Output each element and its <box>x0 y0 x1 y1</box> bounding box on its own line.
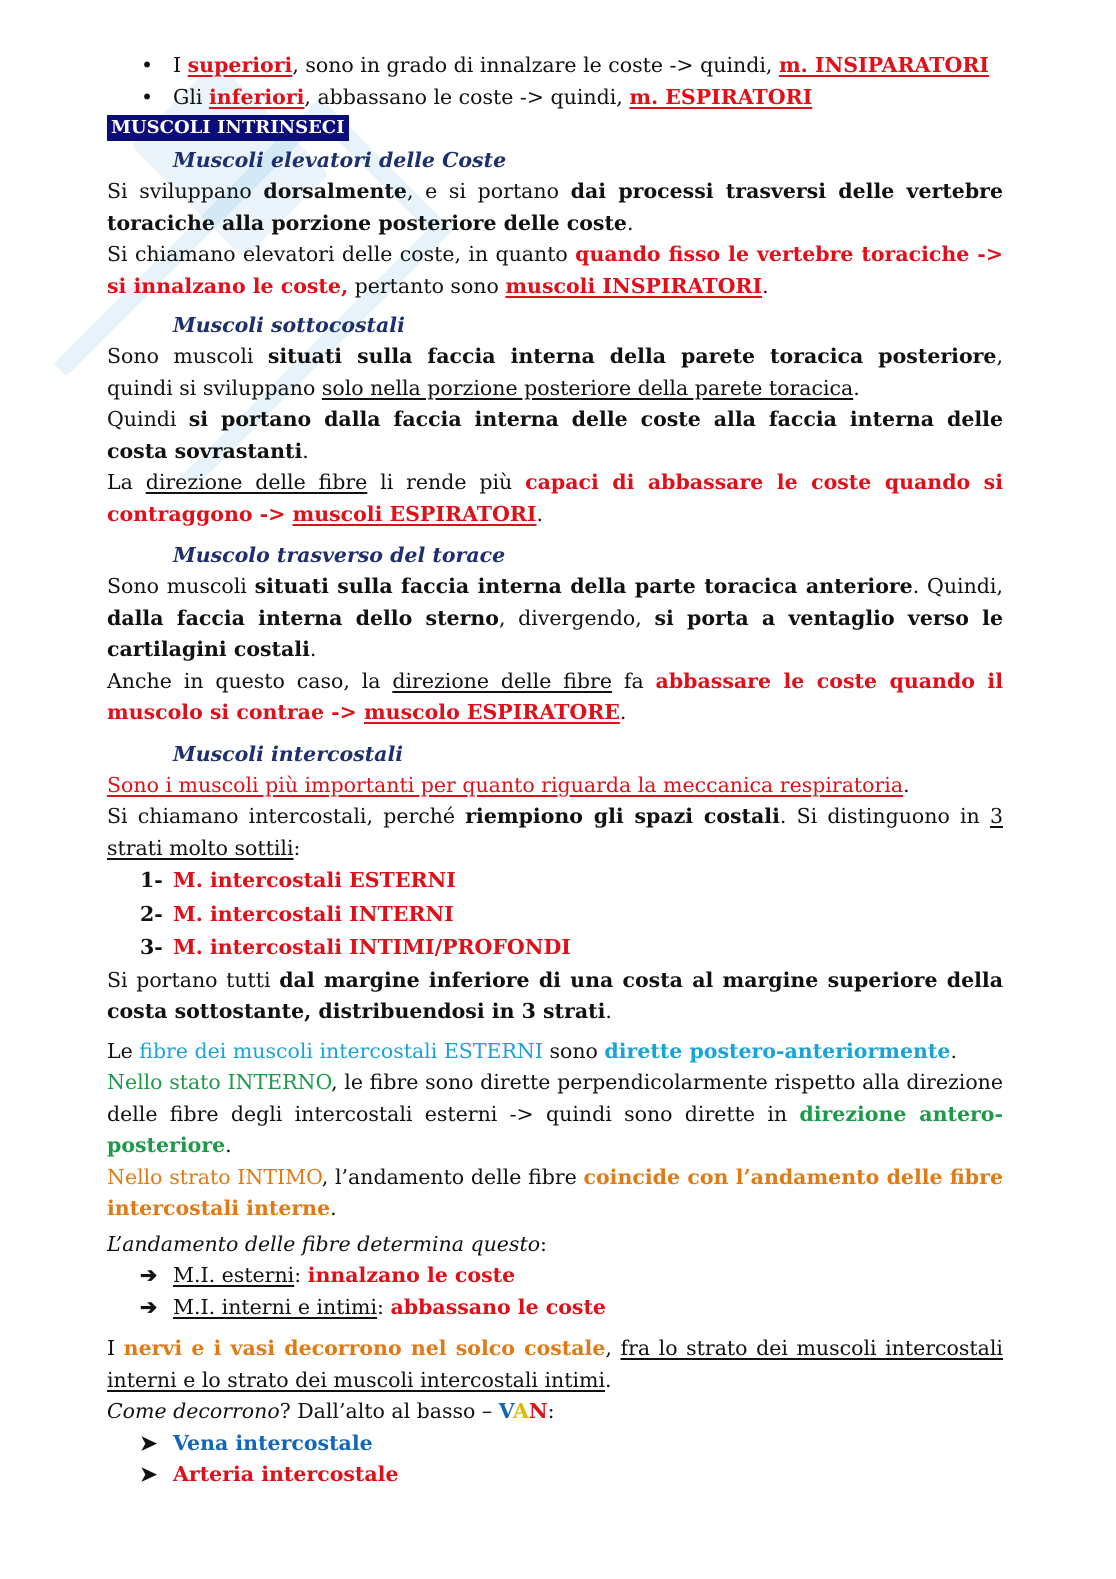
intro-list <box>107 50 1003 113</box>
list-item: ➤ Arteria intercostale <box>107 1459 1003 1491</box>
paragraph: Sono muscoli situati sulla faccia interna della parete toracica posteriore, quindi si sviluppano solo nella porzione posteriore della parete toracica. <box>107 344 1003 400</box>
paragraph: Le fibre dei muscoli intercostali ESTERNI sono dirette postero-anteriormente. <box>107 1038 957 1063</box>
paragraph: Nello stato INTERNO, le fibre sono dirette perpendicolarmente rispetto alla direzione delle fibre degli intercostali esterni -> quindi sono dirette in direzione antero-posteriore. <box>107 1070 1003 1157</box>
list-item: • I superiori, sono in grado di innalzare le coste -> quindi, m. INSIPARATORI <box>107 50 1003 82</box>
heading-elevatori: Muscoli elevatori delle Coste <box>173 148 507 172</box>
paragraph: Sono muscoli situati sulla faccia interna della parte toracica anteriore. Quindi, dalla faccia interna dello sterno, divergendo, si porta a ventaglio verso le cartilagini costali. <box>107 574 1004 661</box>
list-item: • Gli inferiori, abbassano le coste -> quindi, m. ESPIRATORI <box>107 82 1003 114</box>
paragraph: Si chiamano intercostali, perché riempiono gli spazi costali. Si distinguono in 3 strati molto sottili: <box>107 804 1003 860</box>
arrowhead-icon: ➤ <box>140 1430 158 1455</box>
arrow-right-icon: ➔ <box>140 1263 158 1287</box>
heading-trasverso: Muscolo trasverso del torace <box>173 543 506 567</box>
paragraph: L’andamento delle fibre determina questo: <box>107 1231 547 1256</box>
list-item: ➤ Vena intercostale <box>107 1428 1003 1460</box>
effects-list <box>107 1260 1003 1323</box>
list-item: ➔ M.I. esterni: innalzano le coste <box>107 1260 1003 1292</box>
list-item: 1- M. intercostali ESTERNI <box>140 868 456 892</box>
paragraph: Nello strato INTIMO, l’andamento delle fibre coincide con l’andamento delle fibre intercostali interne. <box>107 1164 1003 1220</box>
section-title: MUSCOLI INTRINSECI <box>107 115 349 141</box>
paragraph: Anche in questo caso, la direzione delle fibre fa abbassare le coste quando il muscolo si contrae -> muscolo ESPIRATORE. <box>107 668 1004 724</box>
vessels-list <box>107 1428 1003 1491</box>
paragraph: Quindi si portano dalla faccia interna delle coste alla faccia interna delle costa sovrastanti. <box>107 407 1003 463</box>
paragraph: Si chiamano elevatori delle coste, in quanto quando fisso le vertebre toraciche -> si innalzano le coste, pertanto sono muscoli INSPIRATORI. <box>107 242 1003 298</box>
paragraph: Sono i muscoli più importanti per quanto riguarda la meccanica respiratoria. <box>107 772 910 797</box>
arrow-right-icon: ➔ <box>140 1294 158 1319</box>
paragraph: Si sviluppano dorsalmente, e si portano dai processi trasversi delle vertebre toraciche alla porzione posteriore delle coste. <box>107 179 1004 235</box>
list-item: 2- M. intercostali INTERNI <box>140 901 454 926</box>
paragraph: I nervi e i vasi decorrono nel solco costale, fra lo strato dei muscoli intercostali interni e lo strato dei muscoli intercostali intimi. <box>107 1336 1003 1392</box>
paragraph: Si portano tutti dal margine inferiore di una costa al margine superiore della costa sottostante, distribuendosi in 3 strati. <box>107 967 1003 1023</box>
list-item: ➔ M.I. interni e intimi: abbassano le coste <box>107 1292 1003 1324</box>
heading-intercostali: Muscoli intercostali <box>173 741 404 766</box>
list-item: 3- M. intercostali INTIMI/PROFONDI <box>140 935 571 959</box>
heading-sottocostali: Muscoli sottocostali <box>173 313 405 337</box>
arrowhead-icon: ➤ <box>140 1462 158 1486</box>
paragraph: Come decorrono? Dall’alto al basso – VAN: <box>107 1399 555 1423</box>
paragraph: La direzione delle fibre li rende più capaci di abbassare le coste quando si contraggono -> muscoli ESPIRATORI. <box>107 470 1004 526</box>
layers-list <box>107 864 1003 965</box>
document-page <box>107 50 1003 1491</box>
